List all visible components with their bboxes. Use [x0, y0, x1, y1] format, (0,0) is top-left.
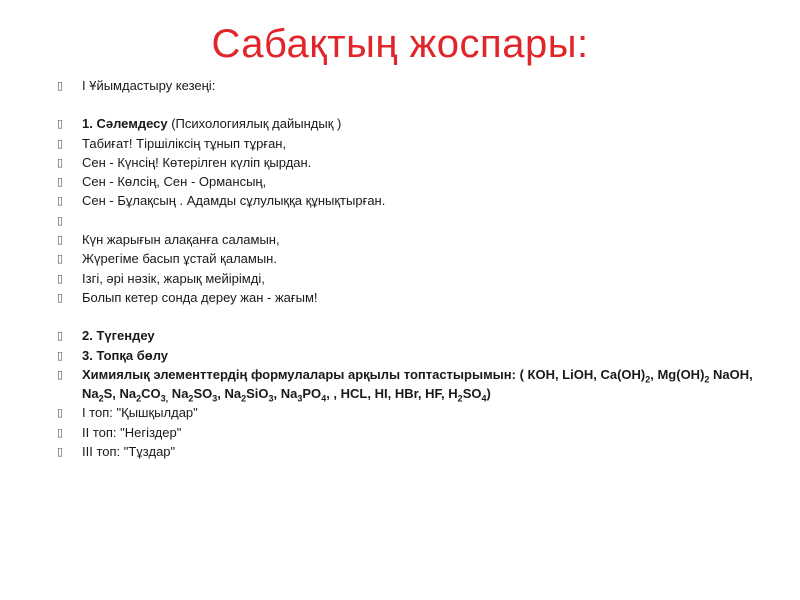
grouping-formulas: Химиялық элементтердің формулалары арқылы топтастырымын: ( КОН, LiOH, $Ca(OH)_2$, $Mg(OH)_2$ NaOH, $Na_2S$, $Na_2CO_{3,}$ $Na_2SO_3$, $Na_2SiO_3$, $Na_3PO_4$, , HCL, HI, HBr, HF, $H_2SO_4$) [82, 366, 753, 404]
bullet-icon: ▯ [57, 175, 64, 189]
step-greeting-note: (Психологиялық дайындық ) [167, 116, 342, 132]
bullet-icon: ▯ [57, 271, 64, 285]
poem-line: ▯ Күн жарығын алақанға саламын, [57, 230, 777, 249]
bullet-icon: ▯ [57, 136, 64, 150]
poem-line: ▯ Ізгі, әрі нәзік, жарық мейірімді, [57, 269, 777, 288]
bullet-icon: ▯ [57, 117, 64, 131]
group-acids: І топ: "Қышқылдар" [82, 405, 198, 421]
bullet-icon: ▯ [57, 406, 64, 420]
bullet-icon: ▯ [57, 290, 64, 304]
list-item [57, 403, 777, 422]
poem-line: ▯ Табиғат! Тіршіліксің тұнып тұрған, [57, 134, 777, 153]
poem-line: ▯ Сен - Бұлақсың . Адамды сұлулыққа құнықтырған. [57, 191, 777, 210]
poem-line: ▯ Жүрегіме басып ұстай қаламын. [57, 249, 777, 268]
bullet-icon: ▯ [57, 155, 64, 169]
step-greeting: 1. Сәлемдесу [82, 116, 168, 132]
step-roll-call: 2. Түгендеу [82, 328, 155, 344]
bullet-icon: ▯ [57, 348, 64, 362]
bullet-icon: ▯ [57, 329, 64, 343]
list-item [57, 346, 777, 365]
group-bases: ІІ топ: "Негіздер" [82, 424, 182, 440]
bullet-icon: ▯ [57, 194, 64, 208]
poem-line: ▯ Сен - Көлсің, Сен - Ормансың, [57, 172, 777, 191]
list-item [57, 442, 777, 461]
list-item [57, 326, 777, 345]
bullet-icon: ▯ [57, 233, 64, 247]
spacer [57, 95, 777, 114]
list-item [57, 114, 777, 133]
bullet-icon: ▯ [57, 213, 64, 227]
lesson-plan-list [57, 76, 777, 461]
bullet-icon: ▯ [57, 79, 64, 92]
empty-list-item [57, 211, 777, 230]
step-grouping: 3. Топқа бөлу [82, 347, 169, 363]
bullet-icon: ▯ [57, 252, 64, 266]
group-salts: ІІІ топ: "Тұздар" [82, 444, 176, 460]
poem-line: ▯ Сен - Күнсің! Көтерілген күліп қырдан. [57, 153, 777, 172]
bullet-icon: ▯ [57, 367, 64, 381]
list-item [57, 423, 777, 442]
bullet-icon: ▯ [57, 445, 64, 459]
poem-line: ▯ Болып кетер сонда дереу жан - жағым! [57, 288, 777, 307]
list-item [57, 365, 777, 404]
stage-organization: І Ұйымдастыру кезеңі: [82, 78, 216, 93]
bullet-icon: ▯ [57, 425, 64, 439]
spacer [57, 307, 777, 326]
slide-title: Сабақтың жоспары: [211, 22, 589, 66]
list-item [57, 76, 777, 95]
